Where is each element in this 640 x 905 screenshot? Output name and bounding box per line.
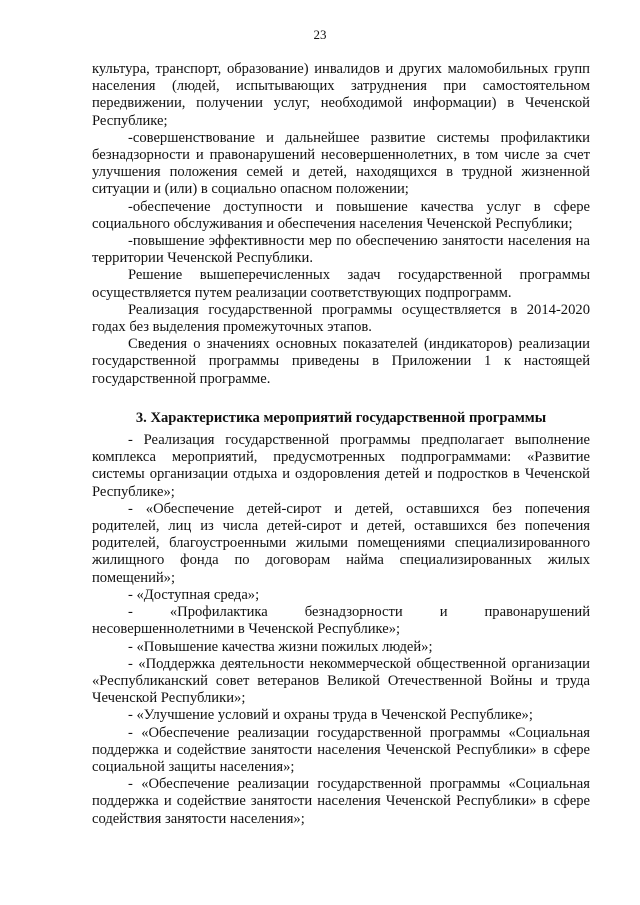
list-item: - «Поддержка деятельности некоммерческой общественной организации «Республиканский совет ветеранов Великой Отечественной Войны и труда Чеченской Республики»; <box>92 655 590 707</box>
list-item: - «Доступная среда»; <box>128 586 260 603</box>
list-item: - «Обеспечение реализации государственной программы «Социальная поддержка и содействие занятости населения Чеченской Республики» в сфере содействия занятости населения»; <box>92 776 590 827</box>
section-heading: 3. Характеристика мероприятий государственной программы <box>135 409 547 426</box>
paragraph: -обеспечение доступности и повышение качества услуг в сфере социального обслуживания и обеспечения населения Чеченской Республики; <box>92 198 590 232</box>
list-item: - «Улучшение условий и охраны труда в Чеченской Республике»; <box>128 707 533 724</box>
paragraph: -совершенствование и дальнейшее развитие системы профилактики безнадзорности и правонарушений несовершеннолетних, в том числе за счет улучшения положения семей и детей, находящихся в трудной жизненной ситуации и (или) в социально опасном положении; <box>92 129 590 198</box>
paragraph: культура, транспорт, образование) инвалидов и других маломобильных групп населения (людей, испытывающих затруднения при самостоятельном передвижении, получении услуг, необходимой информации) в Чеченской Республике; <box>92 61 590 129</box>
paragraph: Сведения о значениях основных показателей (индикаторов) реализации государственной программы приведены в Приложении 1 к настоящей государственной программе. <box>92 336 590 387</box>
paragraph: Решение вышеперечисленных задач государственной программы осуществляется путем реализации соответствующих подпрограмм. <box>92 267 590 301</box>
list-item: - «Обеспечение реализации государственной программы «Социальная поддержка и содействие занятости населения Чеченской Республики» в сфере социальной защиты населения»; <box>92 724 590 775</box>
document-body <box>92 61 590 828</box>
paragraph: Реализация государственной программы осуществляется в 2014-2020 годах без выделения промежуточных этапов. <box>92 301 590 336</box>
page-number: 23 <box>313 27 327 42</box>
list-item: - «Профилактика безнадзорности и правонарушений несовершеннолетними в Чеченской Республике»; <box>92 604 590 638</box>
list-item: - «Обеспечение детей-сирот и детей, оставшихся без попечения родителей, лиц из числа детей-сирот и детей, оставшихся без попечения родителей, благоустроенными жилыми помещениями специализированного жилищного фонда по договорам найма специализированных жилых помещений»; <box>92 500 590 586</box>
list-item: - «Повышение качества жизни пожилых людей»; <box>128 638 433 655</box>
paragraph: -повышение эффективности мер по обеспечению занятости населения на территории Чеченской Республики. <box>92 233 590 267</box>
list-item: - Реализация государственной программы предполагает выполнение комплекса мероприятий, предусмотренных подпрограммами: «Развитие системы организации отдыха и оздоровления детей и подростков в Чеченской Республике»; <box>92 432 590 500</box>
